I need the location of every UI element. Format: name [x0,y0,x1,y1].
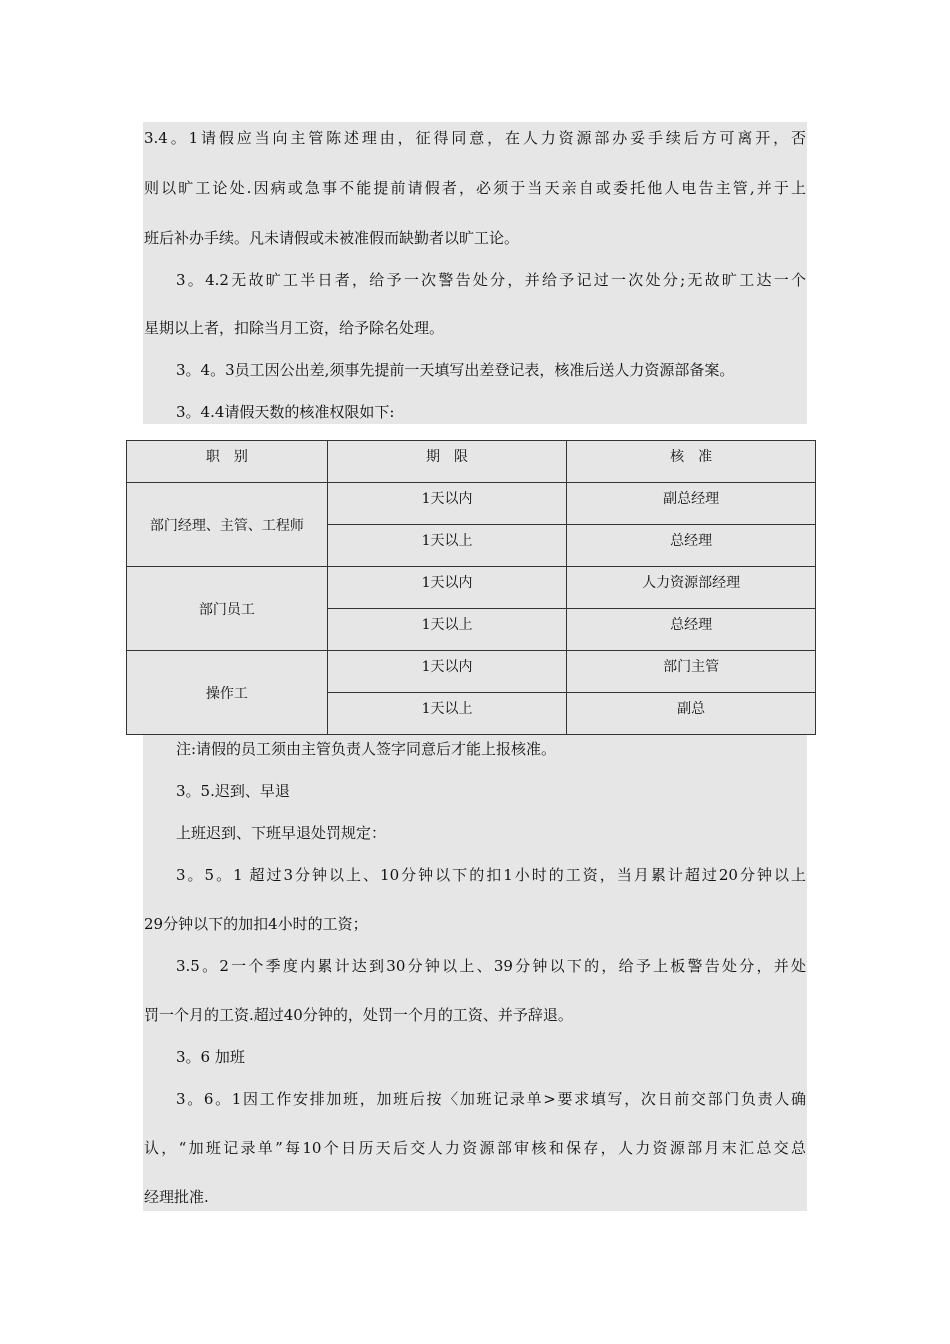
para-3-5-1-line2: 29分钟以下的加扣4小时的工资； [144,915,368,933]
header-period: 期 限 [327,441,567,483]
approval-note: 注:请假的员工须由主管负责人签字同意后才能上报核准。 [176,740,557,758]
approver-cell: 部门主管 [567,651,816,693]
section-3-6-title: 3。6 加班 [176,1048,245,1066]
leave-approval-table [126,440,816,735]
approver-cell: 人力资源部经理 [567,567,816,609]
para-3-4-3: 3。4。3员工因公出差,须事先提前一天填写出差登记表，核准后送人力资源部备案。 [176,361,735,379]
para-3-4-2-line2: 星期以上者，扣除当月工资，给予除名处理。 [144,319,445,337]
table-header-row [127,441,816,483]
role-cell: 操作工 [127,651,328,735]
section-3-5-title: 3。5.迟到、早退 [176,782,290,800]
para-3-5-2-line2: 罚一个月的工资.超过40分钟的，处罚一个月的工资、并予辞退。 [144,1006,573,1024]
period-cell: 1天以上 [327,525,567,567]
para-3-4-2-line1: 3。4.2无故旷工半日者，给予一次警告处分，并给予记过一次处分;无故旷工达一个 [176,271,806,289]
para-3-4-4: 3。4.4请假天数的核准权限如下: [176,403,395,421]
para-3-6-1-line3: 经理批准. [144,1188,209,1206]
section-3-5-intro: 上班迟到、下班早退处罚规定： [176,824,387,842]
para-3-4-1-line2: 则以旷工论处.因病或急事不能提前请假者，必须于当天亲自或委托他人电告主管,并于上 [144,179,806,197]
role-cell: 部门经理、主管、工程师 [127,483,328,567]
role-cell: 部门员工 [127,567,328,651]
period-cell: 1天以上 [327,609,567,651]
header-role: 职 别 [127,441,328,483]
table-row [127,651,816,693]
para-3-4-1-line1: 3.4。1请假应当向主管陈述理由，征得同意，在人力资源部办妥手续后方可离开，否 [144,129,806,147]
header-approver: 核 准 [567,441,816,483]
para-3-5-1-line1: 3。5。1 超过3分钟以上、10分钟以下的扣1小时的工资，当月累计超过20分钟以上 [176,866,806,884]
para-3-4-1-line3: 班后补办手续。凡未请假或未被准假而缺勤者以旷工论。 [144,229,520,247]
period-cell: 1天以上 [327,693,567,735]
approver-cell: 副总经理 [567,483,816,525]
para-3-6-1-line1: 3。6。1因工作安排加班，加班后按〈加班记录单>要求填写，次日前交部门负责人确 [176,1090,806,1108]
table-row [127,567,816,609]
approver-cell: 总经理 [567,609,816,651]
period-cell: 1天以内 [327,567,567,609]
period-cell: 1天以内 [327,651,567,693]
para-3-6-1-line2: 认，“加班记录单”每10个日历天后交人力资源部审核和保存，人力资源部月末汇总交总 [144,1139,806,1157]
approver-cell: 副总 [567,693,816,735]
para-3-5-2-line1: 3.5。2一个季度内累计达到30分钟以上、39分钟以下的，给予上板警告处分，并处 [176,957,806,975]
table-row [127,483,816,525]
approver-cell: 总经理 [567,525,816,567]
period-cell: 1天以内 [327,483,567,525]
